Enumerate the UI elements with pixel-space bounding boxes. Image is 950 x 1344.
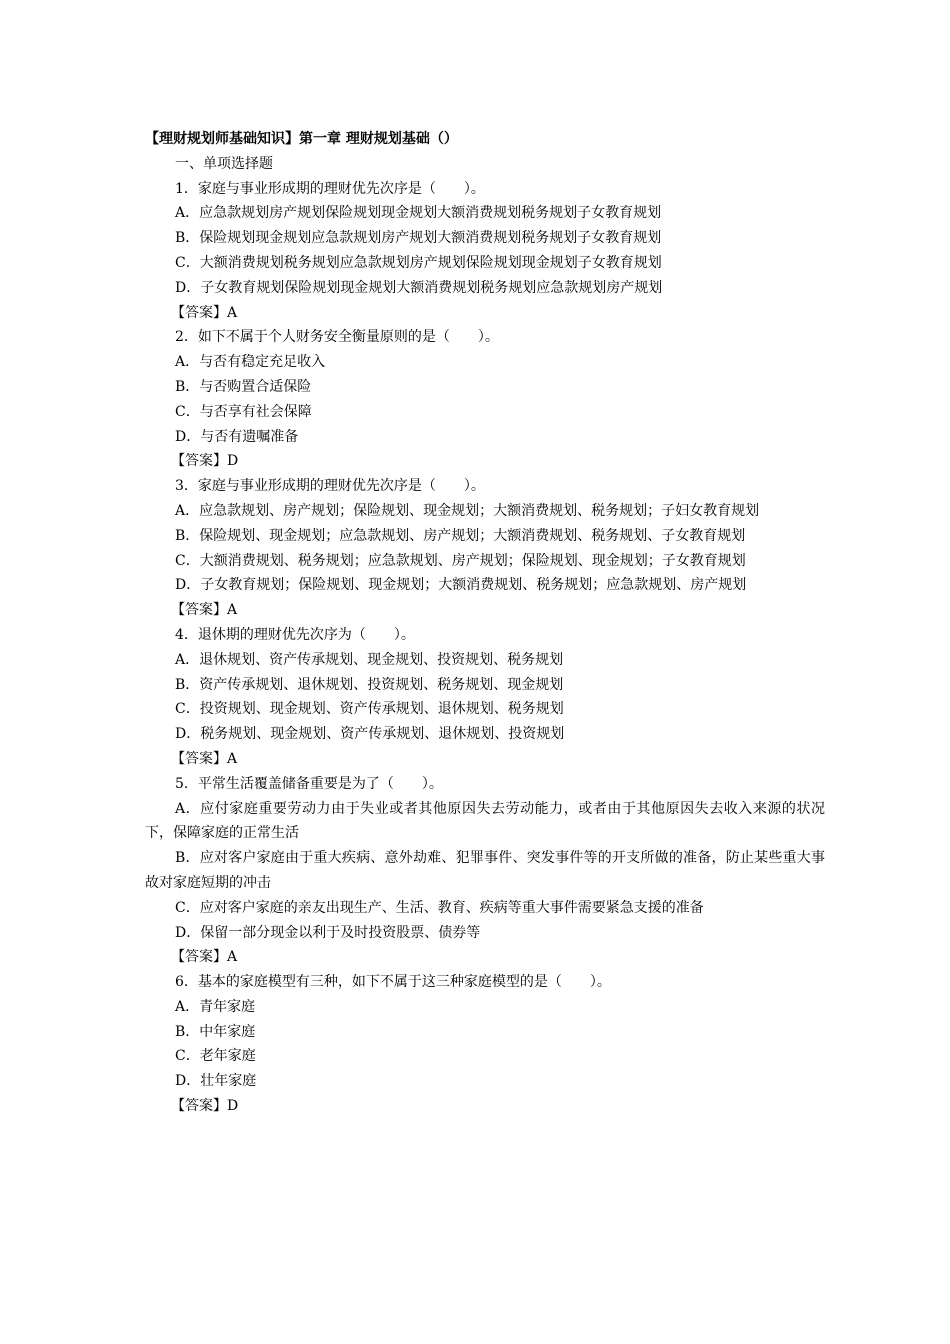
document-title: 【理财规划师基础知识】第一章 理财规划基础（） bbox=[145, 131, 458, 147]
option-b: B．保险规划现金规划应急款规划房产规划大额消费规划税务规划子女教育规划 bbox=[175, 230, 662, 247]
answer: 【答案】A bbox=[171, 304, 238, 321]
option-b: B．中年家庭 bbox=[175, 1023, 256, 1040]
option-c: C．与否享有社会保障 bbox=[175, 403, 312, 420]
option-a: A．应急款规划、房产规划；保险规划、现金规划；大额消费规划、税务规划；子妇女教育规划 bbox=[175, 502, 760, 519]
option-d: D．子女教育规划；保险规划、现金规划；大额消费规划、税务规划；应急款规划、房产规划 bbox=[175, 577, 747, 594]
option-c: C．投资规划、现金规划、资产传承规划、退休规划、税务规划 bbox=[175, 701, 564, 718]
question-stem: 5．平常生活覆盖储备重要是为了（ ）。 bbox=[175, 775, 443, 792]
section-heading: 一、单项选择题 bbox=[175, 155, 273, 172]
option-d: D．保留一部分现金以利于及时投资股票、债券等 bbox=[175, 924, 481, 941]
question-stem: 6．基本的家庭模型有三种，如下不属于这三种家庭模型的是（ ）。 bbox=[175, 974, 611, 991]
question-stem: 1．家庭与事业形成期的理财优先次序是（ ）。 bbox=[175, 180, 485, 197]
option-a: A．应急款规划房产规划保险规划现金规划大额消费规划税务规划子女教育规划 bbox=[175, 205, 662, 222]
question-stem: 3．家庭与事业形成期的理财优先次序是（ ）。 bbox=[175, 478, 485, 495]
question-stem: 4．退休期的理财优先次序为（ ）。 bbox=[175, 626, 415, 643]
document-body bbox=[145, 127, 825, 1119]
answer: 【答案】A bbox=[171, 602, 238, 619]
answer: 【答案】A bbox=[171, 750, 238, 767]
option-a: A．青年家庭 bbox=[175, 998, 256, 1015]
option-a: A．与否有稳定充足收入 bbox=[175, 354, 326, 371]
option-c: C．应对客户家庭的亲友出现生产、生活、教育、疾病等重大事件需要紧急支援的准备 bbox=[175, 899, 704, 916]
option-d: D．与否有遗嘱准备 bbox=[175, 428, 299, 445]
option-b: B．保险规划、现金规划；应急款规划、房产规划；大额消费规划、税务规划、子女教育规划 bbox=[175, 527, 746, 544]
option-c: C．老年家庭 bbox=[175, 1048, 256, 1065]
option-d: D．税务规划、现金规划、资产传承规划、退休规划、投资规划 bbox=[175, 726, 565, 743]
option-b: B．与否购置合适保险 bbox=[175, 378, 312, 395]
option-a: A．退休规划、资产传承规划、现金规划、投资规划、税务规划 bbox=[175, 651, 564, 668]
option-a: A．应付家庭重要劳动力由于失业或者其他原因失去劳动能力，或者由于其他原因失去收入来源的状况下，保障家庭的正常生活 bbox=[145, 800, 825, 842]
option-d: D．壮年家庭 bbox=[175, 1073, 257, 1090]
option-d: D．子女教育规划保险规划现金规划大额消费规划税务规划应急款规划房产规划 bbox=[175, 279, 663, 296]
question-stem: 2．如下不属于个人财务安全衡量原则的是（ ）。 bbox=[175, 329, 499, 346]
answer: 【答案】A bbox=[171, 949, 238, 966]
option-c: C．大额消费规划税务规划应急款规划房产规划保险规划现金规划子女教育规划 bbox=[175, 254, 662, 271]
answer: 【答案】D bbox=[171, 453, 239, 470]
option-b: B．资产传承规划、退休规划、投资规划、税务规划、现金规划 bbox=[175, 676, 564, 693]
option-b: B．应对客户家庭由于重大疾病、意外劫难、犯罪事件、突发事件等的开支所做的准备，防止某些重大事故对家庭短期的冲击 bbox=[145, 850, 825, 891]
answer: 【答案】D bbox=[171, 1098, 239, 1115]
option-c: C．大额消费规划、税务规划；应急款规划、房产规划；保险规划、现金规划；子女教育规划 bbox=[175, 552, 746, 569]
